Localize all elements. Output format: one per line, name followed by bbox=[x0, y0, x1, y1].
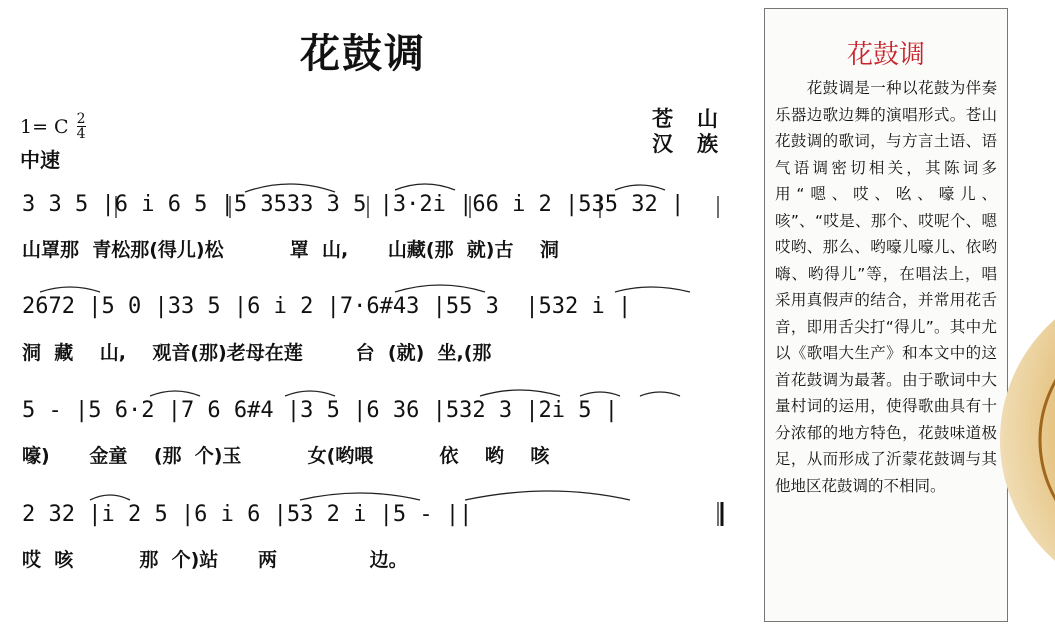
slur bbox=[615, 185, 665, 190]
slur bbox=[245, 184, 335, 192]
decorative-drum-icon bbox=[1000, 300, 1055, 630]
time-numerator: 2 bbox=[76, 111, 86, 127]
sidebar-body: 花鼓调是一种以花鼓为伴奏乐器边歌边舞的演唱形式。苍山花鼓调的歌词，与方言土语、语气语调密切相关，其陈词多用“嗯、哎、吆、嚎儿、咳”、“哎是、那个、哎呢个、嗯哎哟、那么、哟嚎儿嚎儿、依哟嗨、哟得儿”等，在唱法上，唱采用真假声的结合，并常用花舌音，即用舌尖打“得儿”。其中尤以《歌唱大生产》和本文中的这首花鼓调为最著。由于歌词中大量村词的运用，使得歌曲具有十分浓郁的地方特色，花鼓味道极足，从而形成了沂蒙花鼓调与其他地区花鼓调的不相同。 bbox=[775, 79, 997, 495]
slur bbox=[615, 287, 690, 292]
song-title: 花鼓调 bbox=[300, 31, 426, 77]
slur bbox=[480, 390, 560, 396]
key-label: 1= C bbox=[20, 115, 69, 138]
slur bbox=[395, 285, 485, 292]
slur bbox=[285, 391, 335, 396]
slur bbox=[90, 495, 130, 500]
notation-line-2: 2672 |5 0 |33 5 |6 i 2 |7·6#43 |55 3 |532 i | bbox=[22, 294, 632, 319]
notation-line-1: 3 3 5 |6 i 6 5 |5 3533 3 5 |3·2i |66 i 2 |535 32 | bbox=[22, 192, 685, 217]
notation-line-4: 2 32 |i 2 5 |6 i 6 |53 2 i |5 - || bbox=[22, 502, 473, 527]
lyric-line-1: 山罩那 青松那(得儿)松 罩 山, 山藏(那 就)古 洞 bbox=[22, 239, 559, 261]
origin-place: 苍山 bbox=[652, 107, 742, 131]
lyric-line-4: 哎 咳 那 个)站 两 边。 bbox=[22, 549, 408, 571]
notation-line-3: 5 - |5 6·2 |7 6 6#4 |3 5 |6 36 |532 3 |2i 5 | bbox=[22, 398, 619, 423]
time-denominator: 4 bbox=[76, 126, 86, 142]
tempo-marking: 中速 bbox=[20, 148, 60, 172]
origin-people: 汉族 bbox=[652, 132, 742, 156]
lyric-line-3: 嚎) 金童 (那 个)玉 女(哟喂 依 哟 咳 bbox=[22, 445, 550, 467]
slur bbox=[300, 493, 420, 500]
slur bbox=[580, 392, 620, 396]
slur bbox=[40, 287, 100, 292]
lyric-line-2: 洞 藏 山, 观音(那)老母在莲 台 (就) 坐,(那 bbox=[22, 342, 492, 364]
slur bbox=[465, 491, 630, 500]
slur bbox=[150, 391, 200, 396]
sidebar-title: 花鼓调 bbox=[846, 40, 925, 70]
sidebar-panel bbox=[764, 8, 1008, 622]
slur bbox=[640, 392, 680, 396]
slur bbox=[395, 184, 455, 190]
